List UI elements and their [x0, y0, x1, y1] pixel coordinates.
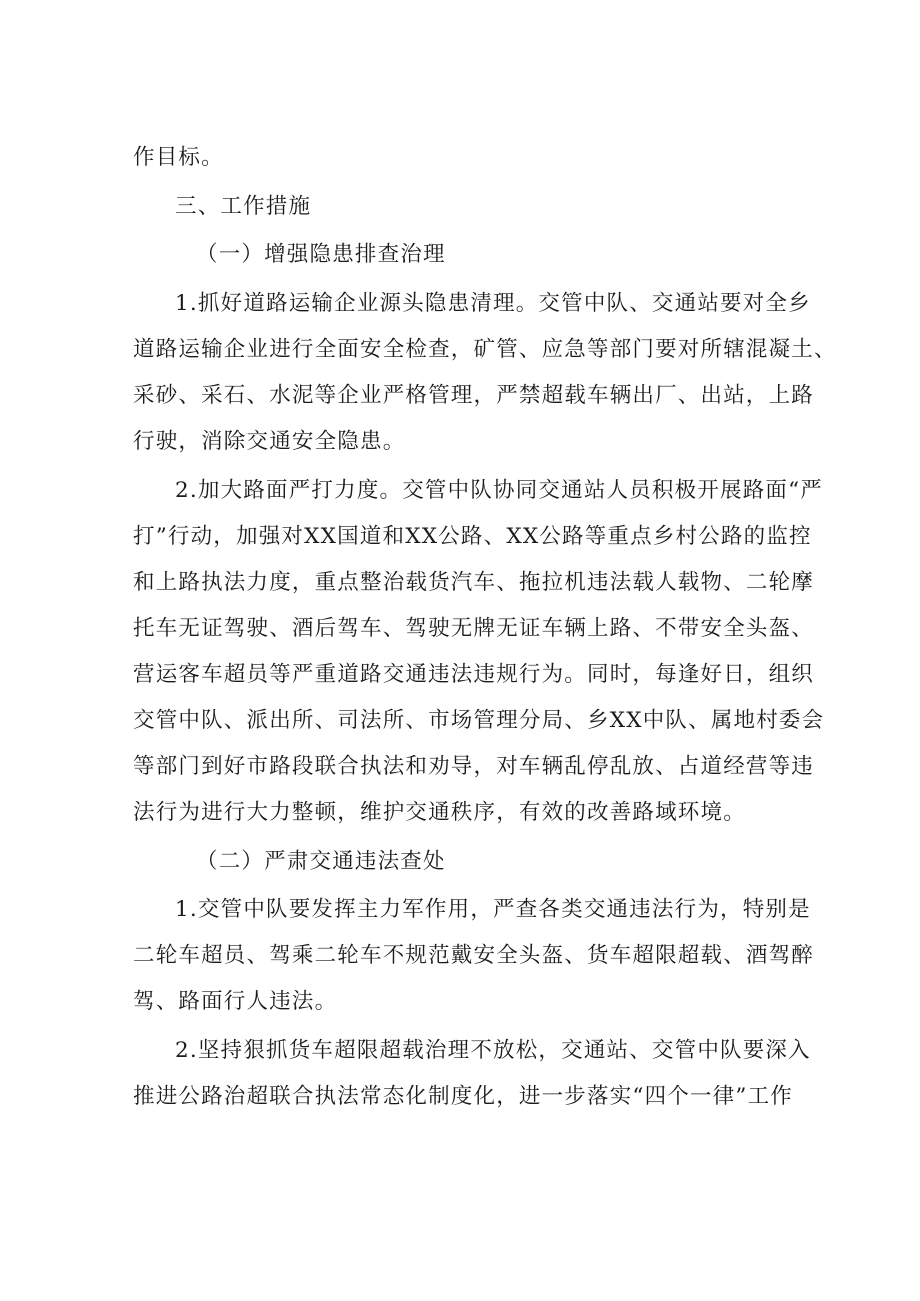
paragraph-line: 2.加大路面严打力度。交管中队协同交通站人员积极开展路面“严 — [175, 478, 824, 503]
paragraph-line: 道路运输企业进行全面安全检查，矿管、应急等部门要对所辖混凝土、 — [133, 337, 837, 362]
paragraph-line: 法行为进行大力整顿，维护交通秩序，有效的改善路域环境。 — [133, 800, 746, 825]
section-heading: 三、工作措施 — [175, 194, 312, 219]
paragraph-line: 等部门到好市路段联合执法和劝导，对车辆乱停乱放、占道经营等违 — [133, 754, 815, 779]
paragraph-line: 营运客车超员等严重道路交通违法违规行为。同时，每逢好日，组织 — [133, 662, 815, 687]
paragraph-line: 二轮车超员、驾乘二轮车不规范戴安全头盔、货车超限超载、酒驾醉 — [133, 943, 815, 968]
paragraph-line: 交管中队、派出所、司法所、市场管理分局、乡XX中队、属地村委会 — [133, 708, 825, 733]
paragraph-line: 采砂、采石、水泥等企业严格管理，严禁超载车辆出厂、出站，上路 — [133, 383, 815, 408]
paragraph-line: 打”行动，加强对XX国道和XX公路、XX公路等重点乡村公路的监控 — [133, 524, 812, 549]
paragraph-line: 托车无证驾驶、酒后驾车、驾驶无牌无证车辆上路、不带安全头盔、 — [133, 616, 815, 641]
paragraph-line: 驾、路面行人违法。 — [133, 989, 338, 1014]
subsection-heading: （二）严肃交通违法查处 — [196, 849, 446, 874]
paragraph-line: 2.坚持狠抓货车超限超载治理不放松，交通站、交管中队要深入 — [175, 1038, 811, 1063]
subsection-heading: （一）增强隐患排查治理 — [196, 242, 446, 267]
paragraph-line: 行驶，消除交通安全隐患。 — [133, 429, 406, 454]
paragraph-line: 和上路执法力度，重点整治载货汽车、拖拉机违法载人载物、二轮摩 — [133, 570, 815, 595]
paragraph-line: 1.抓好道路运输企业源头隐患清理。交管中队、交通站要对全乡 — [175, 291, 811, 316]
paragraph-line: 推进公路治超联合执法常态化制度化，进一步落实“四个一律”工作 — [133, 1084, 793, 1109]
body-text-line: 作目标。 — [133, 145, 224, 170]
paragraph-line: 1.交管中队要发挥主力军作用，严查各类交通违法行为，特别是 — [175, 897, 811, 922]
